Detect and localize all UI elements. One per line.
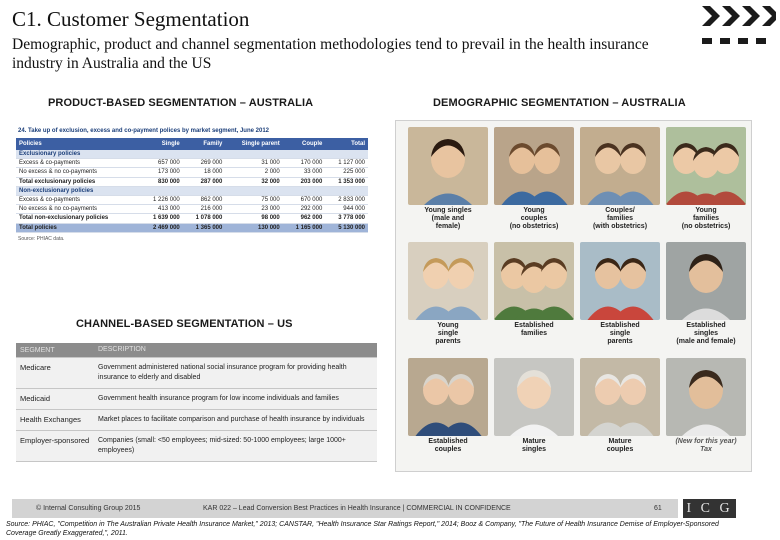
product-table-cell: 225 000 — [325, 168, 368, 177]
demographic-segment-card — [408, 127, 488, 231]
demographic-section-heading: DEMOGRAPHIC SEGMENTATION – AUSTRALIA — [433, 97, 686, 109]
product-table-cell — [183, 150, 226, 159]
segment-cell: Medicaid — [20, 394, 51, 403]
product-table-cell: 32 000 — [225, 177, 282, 186]
product-table-cell — [183, 186, 226, 195]
product-table-row — [16, 223, 368, 232]
description-header: DESCRIPTION — [98, 346, 146, 353]
table-caption: 24. Take up of exclusion, excess and co-payment polices by market segment, June 2012 — [18, 128, 269, 134]
product-segmentation-table — [16, 128, 371, 280]
product-table-cell: 292 000 — [283, 205, 326, 214]
product-table-cell: 862 000 — [183, 195, 226, 204]
segment-photo — [408, 127, 488, 205]
product-table-cell: 1 165 000 — [283, 223, 326, 232]
product-table-cell: 1 353 000 — [325, 177, 368, 186]
product-table-row — [16, 168, 368, 177]
icg-arrow-logo — [700, 4, 776, 50]
product-table-cell: 830 000 — [140, 177, 183, 186]
product-table-cell: 75 000 — [225, 195, 282, 204]
product-table-cell — [325, 150, 368, 159]
segment-label: Couples/ families (with obstetrics) — [592, 207, 648, 230]
segment-label: Young couples (no obstetrics) — [509, 207, 559, 230]
product-table-cell: 3 778 000 — [325, 214, 368, 223]
product-table-cell: 216 000 — [183, 205, 226, 214]
product-table-row — [16, 214, 368, 223]
segment-cell: Employer-sponsored — [20, 436, 90, 445]
description-cell: Market places to facilitate comparison and purchase of health insurance by individuals — [98, 416, 365, 423]
segment-photo — [666, 242, 746, 320]
product-table-cell — [225, 186, 282, 195]
demographic-segment-card — [494, 127, 574, 231]
product-table-header-cell: Family — [183, 138, 226, 150]
demographic-segment-card — [580, 242, 660, 346]
demographic-segment-card — [580, 358, 660, 454]
product-table-cell: 1 365 000 — [183, 223, 226, 232]
demographic-photo-grid — [395, 120, 752, 472]
product-table-cell: 1 127 000 — [325, 159, 368, 168]
footer-project: KAR 022 – Lead Conversion Best Practices in Health Insurance | COMMERCIAL IN CONFIDENCE — [203, 505, 511, 512]
product-table-cell: 413 000 — [140, 205, 183, 214]
product-table-cell: Total non-exclusionary policies — [16, 214, 140, 223]
demographic-segment-card — [494, 358, 574, 454]
segment-label: Established couples — [428, 438, 468, 453]
segment-header: SEGMENT — [20, 346, 55, 354]
footer-page-number: 61 — [654, 505, 662, 512]
product-table-cell: No excess & no co-payments — [16, 168, 140, 177]
product-table-cell: 657 000 — [140, 159, 183, 168]
segment-label: Established singles (male and female) — [676, 322, 736, 345]
demographic-segment-card — [408, 242, 488, 346]
segment-photo — [408, 358, 488, 436]
segment-label: Young families (no obstetrics) — [681, 207, 731, 230]
product-table-row — [16, 186, 368, 195]
segment-photo — [494, 127, 574, 205]
channel-section-heading: CHANNEL-BASED SEGMENTATION – US — [76, 318, 293, 330]
product-table-cell: 2 469 000 — [140, 223, 183, 232]
footer-bar — [12, 499, 678, 518]
product-table-cell: 944 000 — [325, 205, 368, 214]
channel-table-row — [16, 358, 377, 389]
segment-photo — [494, 358, 574, 436]
product-table-cell: 31 000 — [225, 159, 282, 168]
demographic-segment-card — [408, 358, 488, 454]
segment-photo — [580, 358, 660, 436]
product-table-cell: 33 000 — [283, 168, 326, 177]
footer-copyright: © Internal Consulting Group 2015 — [36, 505, 141, 512]
segment-photo — [580, 127, 660, 205]
product-table-row — [16, 150, 368, 159]
product-table-row — [16, 177, 368, 186]
segment-label: Established families — [514, 322, 554, 337]
description-cell: Government health insurance program for low income individuals and families — [98, 395, 339, 402]
product-table-cell: Total policies — [16, 223, 140, 232]
product-table-cell: Excess & co-payments — [16, 195, 140, 204]
segment-photo — [666, 127, 746, 205]
product-table-cell — [225, 150, 282, 159]
product-table-cell: 203 000 — [283, 177, 326, 186]
product-table-cell: 173 000 — [140, 168, 183, 177]
demographic-segment-card — [666, 242, 746, 346]
segment-photo — [408, 242, 488, 320]
product-table-cell: 2 000 — [225, 168, 282, 177]
product-table-header-cell: Single parent — [225, 138, 282, 150]
product-table-cell: 23 000 — [225, 205, 282, 214]
product-table-cell: 130 000 — [225, 223, 282, 232]
product-table-cell: No excess & no co-payments — [16, 205, 140, 214]
product-table-row — [16, 205, 368, 214]
channel-table-row — [16, 410, 377, 431]
product-table-cell — [283, 186, 326, 195]
product-table-cell: 287 000 — [183, 177, 226, 186]
demographic-segment-card — [666, 127, 746, 231]
product-table-row — [16, 159, 368, 168]
product-table-cell: 2 833 000 — [325, 195, 368, 204]
product-table-cell — [283, 150, 326, 159]
product-table-cell: 269 000 — [183, 159, 226, 168]
source-note: Source: PHIAC, "Competition in The Australian Private Health Insurance Market," 2013; CANSTAR, "Health Insurance Star Ratings Report," 2014; Booz & Company, "The Future of Health Insurance Demise of Employer-Sponsored Coverage Greatly Exaggerated,", 2011. — [6, 521, 719, 537]
product-section-heading: PRODUCT-BASED SEGMENTATION – AUSTRALIA — [48, 97, 314, 109]
description-cell: Government administered national social insurance program for providing health insurance to elderly and disabled — [98, 364, 347, 381]
product-table-cell: Excess & co-payments — [16, 159, 140, 168]
product-table-cell: 18 000 — [183, 168, 226, 177]
slide-subtitle: Demographic, product and channel segmentation methodologies tend to prevail in the health insurance industry in Australia and the US — [12, 36, 649, 72]
description-cell: Companies (small: <50 employees; mid-sized: 50-1000 employees; large 1000+ employees) — [98, 437, 346, 454]
segment-label: Established single parents — [600, 322, 640, 345]
segment-label: Young singles (male and female) — [424, 207, 472, 230]
product-table-cell: 98 000 — [225, 214, 282, 223]
channel-table-row — [16, 389, 377, 410]
demographic-segment-card — [666, 358, 746, 454]
product-table-header-cell: Couple — [283, 138, 326, 150]
segment-label: Mature singles — [521, 438, 547, 453]
product-table-cell — [140, 186, 183, 195]
demographic-segment-card — [494, 242, 574, 338]
demographic-segment-card — [580, 127, 660, 231]
channel-segmentation-table — [16, 343, 377, 462]
product-table-cell: 1 226 000 — [140, 195, 183, 204]
segment-label: Mature couples — [606, 438, 634, 453]
product-table-cell: 170 000 — [283, 159, 326, 168]
segment-photo — [494, 242, 574, 320]
segment-label: (New for this year) Tax — [675, 438, 737, 453]
segment-photo — [580, 242, 660, 320]
product-table-cell: 1 078 000 — [183, 214, 226, 223]
product-table-cell: 1 639 000 — [140, 214, 183, 223]
product-table-cell: 670 000 — [283, 195, 326, 204]
slide-title: C1. Customer Segmentation — [12, 7, 250, 31]
segment-photo — [666, 358, 746, 436]
segment-label: Young single parents — [435, 322, 461, 345]
product-table-cell: Exclusionary policies — [16, 150, 140, 159]
channel-table-header — [16, 343, 377, 358]
product-table-header-cell: Total — [325, 138, 368, 150]
product-table-cell — [325, 186, 368, 195]
product-table-row — [16, 195, 368, 204]
product-table-header-cell: Single — [140, 138, 183, 150]
channel-table-row — [16, 431, 377, 462]
segment-cell: Medicare — [20, 363, 51, 372]
product-table-cell: 962 000 — [283, 214, 326, 223]
product-table-cell: Non-exclusionary policies — [16, 186, 140, 195]
product-table-header-cell: Policies — [16, 138, 140, 150]
product-table-cell — [140, 150, 183, 159]
table-source: Source: PHIAC data. — [18, 235, 65, 242]
product-table-cell: Total exclusionary policies — [16, 177, 140, 186]
segment-cell: Health Exchanges — [20, 415, 81, 424]
product-table-cell: 5 130 000 — [325, 223, 368, 232]
icg-footer-logo: I C G — [683, 499, 736, 518]
